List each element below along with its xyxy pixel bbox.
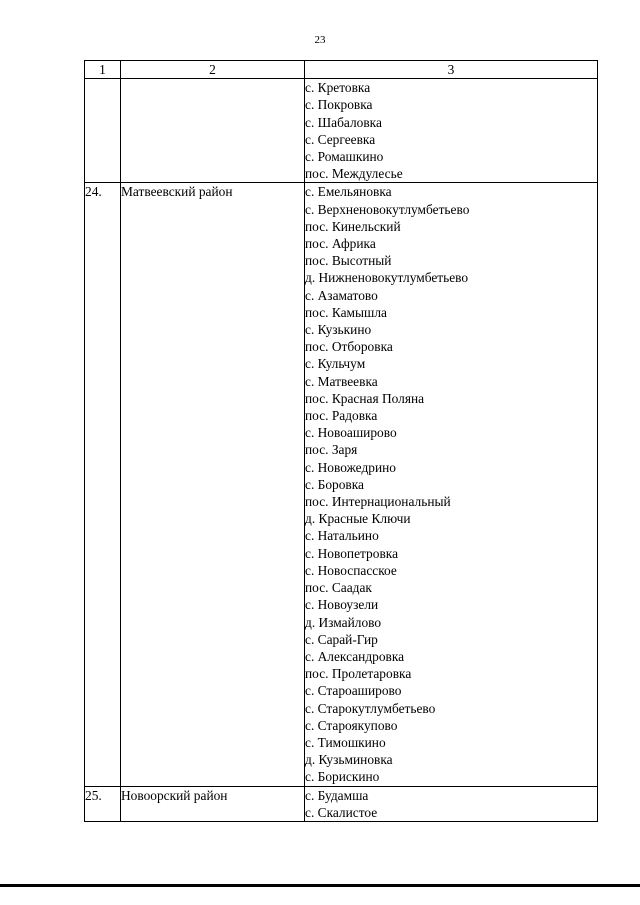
settlement-item: д. Кузьминовка [305, 752, 393, 768]
settlement-item: с. Сарай-Гир [305, 631, 378, 647]
settlement-item: с. Боровка [305, 476, 364, 492]
table-row [85, 183, 598, 786]
settlement-item: с. Натальино [305, 528, 379, 544]
settlement-item: пос. Отборовка [305, 339, 393, 355]
settlement-item: с. Верхненовокутлумбетьево [305, 201, 470, 217]
settlement-item: с. Новоузели [305, 597, 379, 613]
settlement-item: пос. Высотный [305, 253, 392, 269]
settlement-item: пос. Камышла [305, 304, 387, 320]
settlement-item: с. Матвеевка [305, 373, 378, 389]
table-row [85, 79, 598, 183]
settlement-item: с. Сергеевка [305, 131, 376, 147]
settlement-item: с. Будамша [305, 787, 369, 803]
table-row [85, 786, 598, 821]
settlement-item: с. Кузькино [305, 322, 372, 338]
settlement-item: д. Измайлово [305, 614, 382, 630]
column-header: 1 [85, 61, 121, 79]
settlement-item: пос. Интернациональный [305, 494, 451, 510]
settlement-item: с. Азаматово [305, 287, 378, 303]
column-header: 3 [305, 61, 598, 79]
district-name: Новоорский район [121, 786, 305, 821]
row-number [85, 79, 121, 183]
settlement-item: пос. Кинельский [305, 218, 401, 234]
settlement-item: с. Новопетровка [305, 545, 399, 561]
settlement-item: с. Александровка [305, 648, 405, 664]
settlement-item: пос. Междулесье [305, 166, 403, 182]
bottom-rule [0, 884, 640, 887]
district-name: Матвеевский район [121, 183, 305, 786]
district-name [121, 79, 305, 183]
settlement-item: пос. Заря [305, 442, 358, 458]
settlements-list [305, 786, 598, 821]
settlement-item: д. Нижненовокутлумбетьево [305, 270, 469, 286]
settlement-item: с. Емельяновка [305, 184, 392, 200]
settlement-item: с. Борискино [305, 769, 380, 785]
settlement-item: с. Ромашкино [305, 149, 384, 165]
settlement-item: пос. Радовка [305, 408, 378, 424]
settlement-item: с. Тимошкино [305, 734, 386, 750]
settlements-list [305, 183, 598, 786]
settlements-table [84, 60, 598, 822]
row-number: 25. [85, 786, 121, 821]
settlement-item: с. Новоаширово [305, 425, 397, 441]
settlement-item: с. Староякупово [305, 717, 398, 733]
settlement-item: пос. Красная Поляна [305, 390, 425, 406]
settlement-item: с. Старокутлумбетьево [305, 700, 436, 716]
settlement-item: д. Красные Ключи [305, 511, 411, 527]
settlements-list [305, 79, 598, 183]
page-number: 23 [314, 34, 326, 46]
settlement-item: с. Кульчум [305, 356, 366, 372]
settlement-item: с. Кретовка [305, 80, 371, 96]
settlement-item: с. Новожедрино [305, 459, 396, 475]
table-header-row [85, 61, 598, 79]
column-header: 2 [121, 61, 305, 79]
settlement-item: пос. Саадак [305, 580, 372, 596]
table-body [85, 79, 598, 822]
settlement-item: пос. Пролетаровка [305, 666, 412, 682]
settlement-item: с. Староаширово [305, 683, 402, 699]
settlement-item: с. Новоспасское [305, 562, 397, 578]
row-number: 24. [85, 183, 121, 786]
settlement-item: с. Шабаловка [305, 114, 382, 130]
settlement-item: с. Покровка [305, 97, 373, 113]
settlement-item: пос. Африка [305, 236, 376, 252]
settlement-item: с. Скалистое [305, 804, 378, 820]
